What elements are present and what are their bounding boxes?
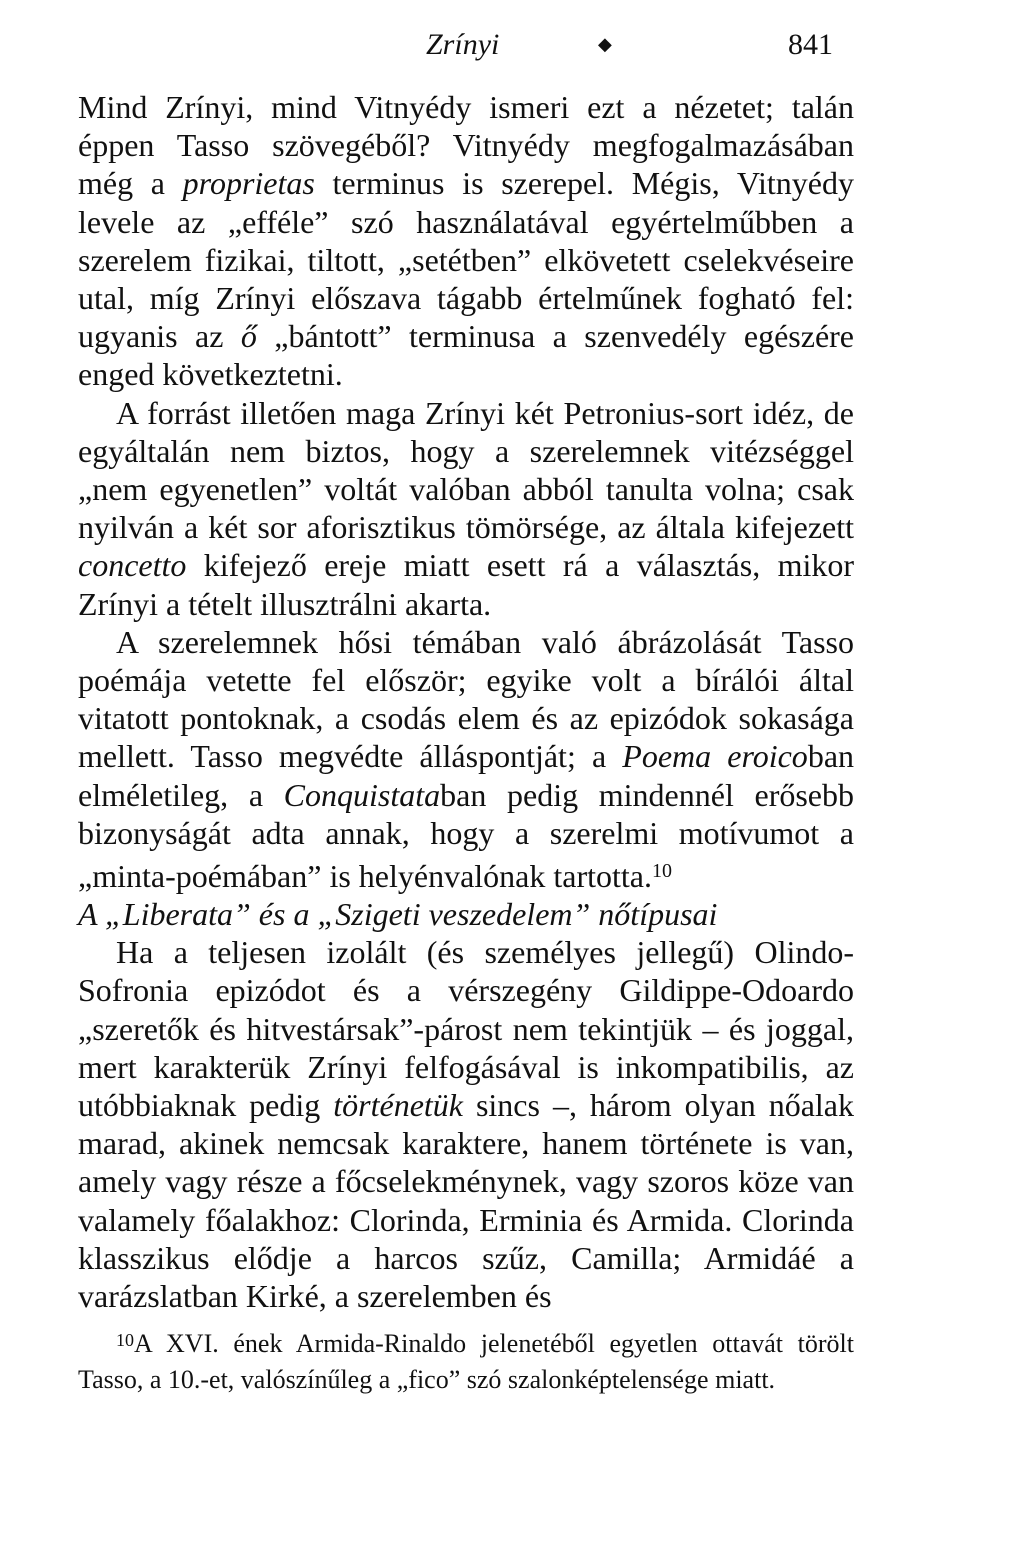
italic-run: történetük: [333, 1087, 463, 1124]
footnote-reference: 10: [652, 860, 672, 883]
text-run: A forrást illetően maga Zrínyi két Petronius-sort idéz, de egyáltalán nem biztos, hogy a szerelemnek vitézséggel „nem egyenetlen” voltát valóban abból tanulta volna; csak nyilván a két sor aforisztikus tömörsége, az általa kifejezett: [78, 394, 854, 546]
paragraph-1: [78, 88, 854, 394]
text-run: Mind Zrínyi, mind Vitnyédy ismeri ezt a nézetet; talán éppen Tasso szövegéből? Vitnyédy megfogalmazásában még a: [78, 89, 854, 202]
italic-run: proprietas: [182, 165, 315, 202]
page-number: 841: [788, 28, 833, 61]
paragraph-4: [78, 933, 854, 1315]
italic-run: Poema eroico: [622, 738, 808, 775]
footnote: [78, 1322, 854, 1398]
text-run: Ha a teljesen izolált (és személyes jellegű) Olindo-Sofronia epizódot és a vérszegény Gildippe-Odoardo „szeretők és hitvestársak”-párost nem tekintjük – és joggal, mert karakterük Zrínyi felfogásával is inkompatibilis, az utóbbiaknak pedig: [78, 934, 854, 1124]
footnote-text: [78, 1322, 854, 1398]
paragraph-2: [78, 394, 854, 623]
section-heading: A „Liberata” és a „Szigeti veszedelem” nőtípusai: [78, 896, 718, 933]
running-head: [0, 22, 1024, 72]
text-run: terminus is szerepel. Mégis, Vitnyédy levele az „efféle” szó használatával egyértelműbben a szerelem fizikai, tiltott, „setétben” elkövetett cselekvéseire utal, míg Zrínyi előszava tágabb értelműnek fogható fel: ugyanis az: [78, 165, 854, 355]
text-run: „bántott” terminusa a szenvedély egészére enged következtetni.: [78, 318, 855, 393]
ornament-icon: ◆: [598, 34, 612, 54]
text-run: A szerelemnek hősi témában való ábrázolását Tasso poémája vetette fel először; egyike volt a bírálói által vitatott pontoknak, a csodás elem és az epizódok sokasága mellett. Tasso megvédte álláspontját; a: [78, 623, 854, 775]
italic-run: ő: [240, 318, 257, 355]
text-run: sincs –, három olyan nőalak marad, akinek nemcsak karaktere, hanem története is van, amely vagy része a főcselekménynek, vagy szoros köze van valamely főalakhoz: Clorinda, Erminia és Armida. Clorinda klasszikus elődje a harcos szűz, Camilla; Armidáé a varázslatban Kirké, a szerelemben és: [78, 1087, 855, 1315]
body-text: [78, 88, 854, 1315]
paragraph-3: [78, 623, 854, 895]
text-run: ban elméletileg, a: [78, 738, 855, 813]
italic-run: Conquistata: [283, 776, 441, 813]
footnote-mark: 10: [116, 1330, 134, 1350]
text-run: ban pedig mindennél erősebb bizonyságát adta annak, hogy a szerelmi motívumot a „minta-poémában” is helyénvalónak tartotta.: [78, 776, 854, 895]
text-run: kifejező ereje miatt esett rá a választás, mikor Zrínyi a tételt illusztrálni akarta.: [78, 547, 854, 622]
italic-run: concetto: [78, 547, 187, 584]
running-head-title: Zrínyi: [426, 28, 500, 61]
footnote-body: A XVI. ének Armida-Rinaldo jelenetéből egyetlen ottavát törölt Tasso, a 10.-et, valószínűleg a „fico” szó szalonképtelensége miatt.: [78, 1329, 854, 1394]
